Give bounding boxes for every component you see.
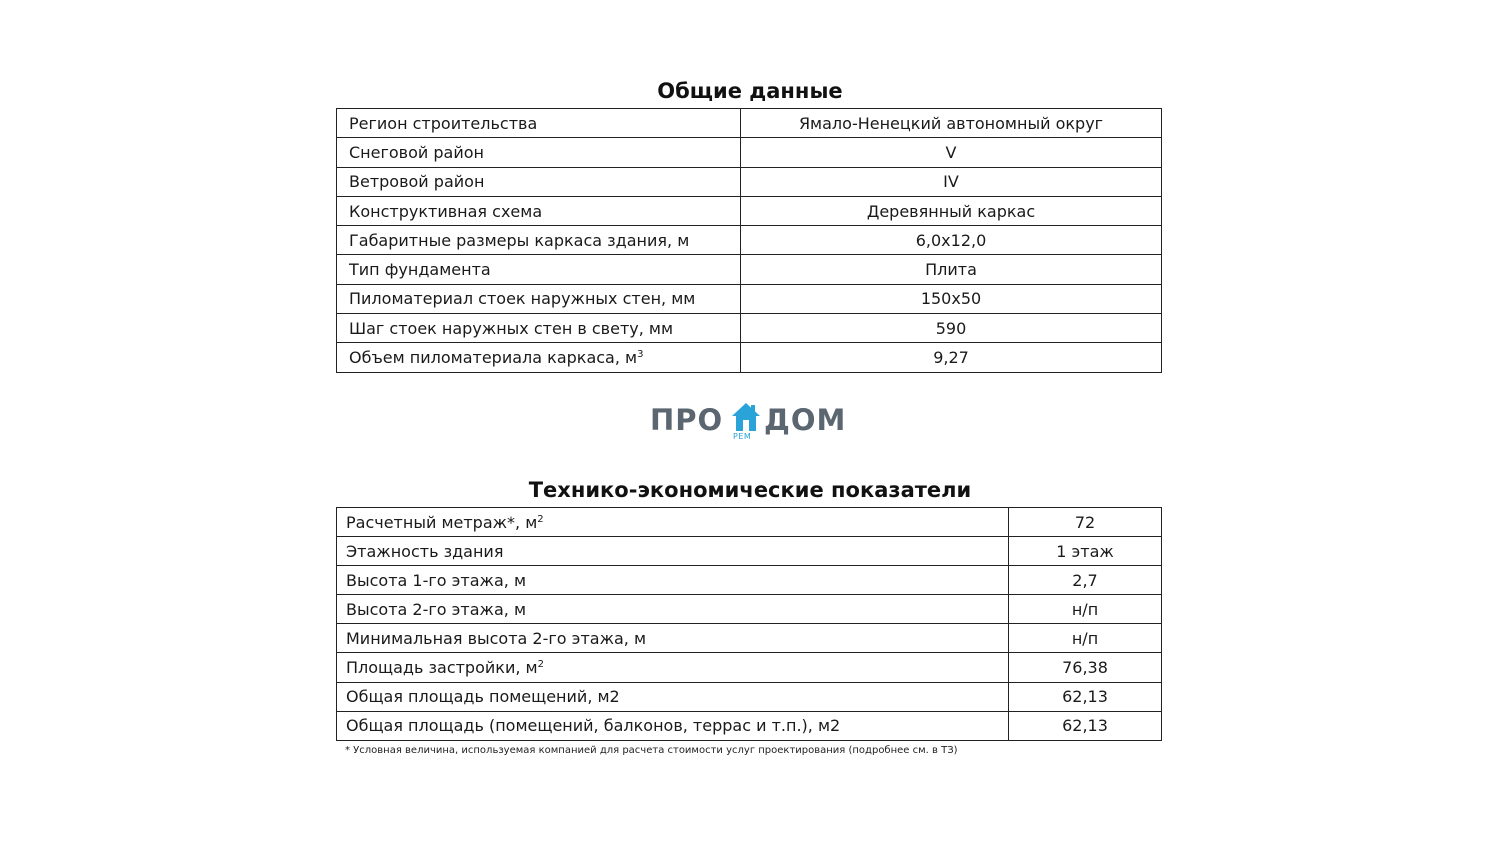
table-row <box>337 284 1162 313</box>
table-row <box>337 314 1162 343</box>
row-label: Пиломатериал стоек наружных стен, мм <box>337 284 741 313</box>
row-label-cell <box>337 508 1009 537</box>
row-value: IV <box>741 167 1162 196</box>
row-value: Деревянный каркас <box>741 196 1162 225</box>
row-label: Этажность здания <box>337 537 1009 566</box>
row-value: н/п <box>1009 595 1162 624</box>
row-value: 72 <box>1009 508 1162 537</box>
row-label-cell <box>337 343 741 372</box>
company-logo <box>650 400 850 446</box>
table-row <box>337 196 1162 225</box>
table-row <box>337 226 1162 255</box>
table-row <box>337 653 1162 682</box>
row-label: Снеговой район <box>337 138 741 167</box>
row-label: Высота 2-го этажа, м <box>337 595 1009 624</box>
table-row <box>337 167 1162 196</box>
table-row <box>337 537 1162 566</box>
table-row <box>337 566 1162 595</box>
row-value: Плита <box>741 255 1162 284</box>
row-value: н/п <box>1009 624 1162 653</box>
table-row <box>337 595 1162 624</box>
row-value: 150х50 <box>741 284 1162 313</box>
table-row <box>337 255 1162 284</box>
row-label: Тип фундамента <box>337 255 741 284</box>
row-label: Общая площадь (помещений, балконов, террас и т.п.), м2 <box>337 711 1009 740</box>
tech-indicators-table <box>336 507 1162 741</box>
table-row <box>337 109 1162 138</box>
row-label: Минимальная высота 2-го этажа, м <box>337 624 1009 653</box>
logo-text-left: ПРО <box>650 403 724 437</box>
tech-indicators-title: Технико-экономические показатели <box>528 478 972 502</box>
row-label: Конструктивная схема <box>337 196 741 225</box>
row-value: 6,0х12,0 <box>741 226 1162 255</box>
row-label: Расчетный метраж*, м <box>346 512 538 532</box>
general-data-title: Общие данные <box>657 79 843 103</box>
row-label: Шаг стоек наружных стен в свету, мм <box>337 314 741 343</box>
row-label: Ветровой район <box>337 167 741 196</box>
row-label: Высота 1-го этажа, м <box>337 566 1009 595</box>
row-label: Объем пиломатериала каркаса, м <box>349 348 638 368</box>
row-label: Регион строительства <box>337 109 741 138</box>
row-value: 2,7 <box>1009 566 1162 595</box>
table-row <box>337 138 1162 167</box>
row-value: Ямало-Ненецкий автономный округ <box>741 109 1162 138</box>
row-value: 76,38 <box>1009 653 1162 682</box>
row-value: 590 <box>741 314 1162 343</box>
row-label: Общая площадь помещений, м2 <box>337 682 1009 711</box>
superscript: 2 <box>537 513 544 525</box>
house-icon <box>730 401 762 433</box>
row-value: 1 этаж <box>1009 537 1162 566</box>
superscript: 2 <box>537 659 544 671</box>
row-value: 62,13 <box>1009 682 1162 711</box>
row-label: Габаритные размеры каркаса здания, м <box>337 226 741 255</box>
superscript: 3 <box>637 349 644 361</box>
footnote: * Условная величина, используемая компанией для расчета стоимости услуг проектирования (подробнее см. в ТЗ) <box>345 745 958 756</box>
row-value: 9,27 <box>741 343 1162 372</box>
row-label-cell <box>337 653 1009 682</box>
row-value: V <box>741 138 1162 167</box>
table-row <box>337 508 1162 537</box>
general-data-table <box>336 108 1162 373</box>
table-row <box>337 343 1162 372</box>
logo-text-right: ДОМ <box>764 403 847 437</box>
logo-subtext: РЕМ <box>733 432 752 441</box>
table-row <box>337 624 1162 653</box>
table-row <box>337 711 1162 740</box>
row-value: 62,13 <box>1009 711 1162 740</box>
table-row <box>337 682 1162 711</box>
row-label: Площадь застройки, м <box>346 658 538 678</box>
